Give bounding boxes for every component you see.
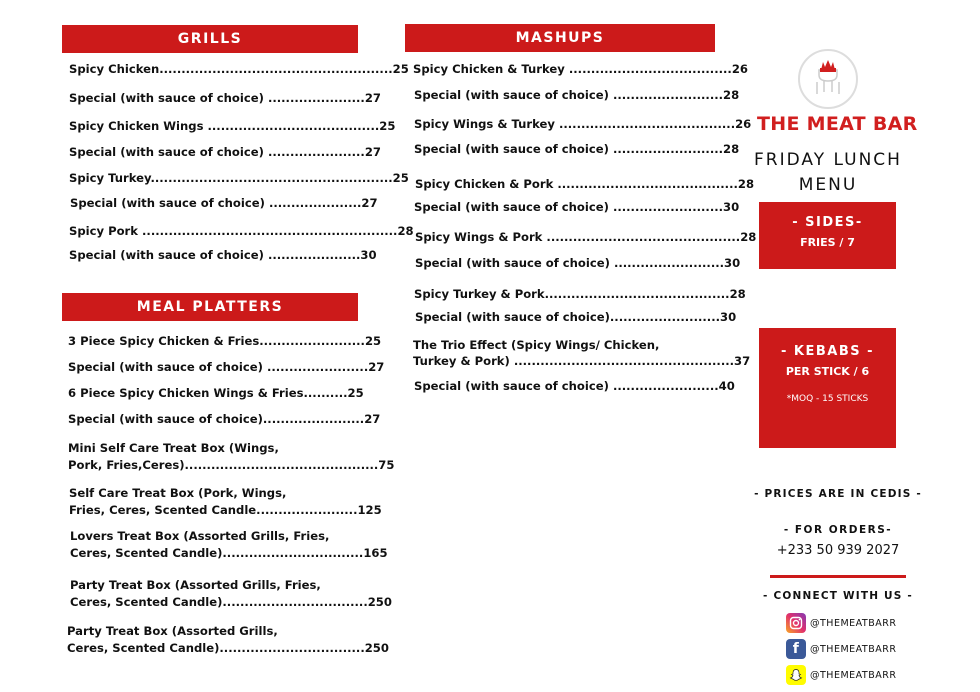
- sides-title: - SIDES-: [792, 215, 863, 230]
- social-handle: @THEMEATBARR: [810, 643, 897, 655]
- facebook-icon: f: [786, 639, 806, 659]
- platters-header: MEAL PLATTERS: [62, 293, 358, 321]
- menu-item: Special (with sauce of choice) .........................30: [415, 256, 741, 270]
- menu-item: Turkey & Pork) ..................................................37: [413, 354, 751, 368]
- kebabs-title: - KEBABS -: [780, 344, 875, 359]
- menu-item: Pork, Fries,Ceres)............................................75: [68, 458, 395, 472]
- menu-item: Spicy Turkey & Pork..........................................28: [414, 287, 746, 301]
- menu-item: Special (with sauce of choice) .........................30: [414, 200, 740, 214]
- menu-item: Special (with sauce of choice) ......................27: [69, 91, 381, 105]
- menu-item: Ceres, Scented Candle).................................250: [67, 641, 389, 655]
- prices-note: - PRICES ARE IN CEDIS -: [754, 488, 922, 500]
- kebabs-line: PER STICK / 6: [785, 365, 870, 378]
- menu-item: Spicy Wings & Turkey ........................................26: [414, 117, 752, 131]
- social-instagram[interactable]: [786, 613, 896, 633]
- menu-item: Spicy Turkey.......................................................25: [69, 171, 409, 185]
- menu-item: Special (with sauce of choice) .......................27: [68, 360, 385, 374]
- orders-label: - FOR ORDERS-: [783, 524, 893, 536]
- brand-name: THE MEAT BAR: [757, 113, 918, 135]
- menu-item: Spicy Chicken.....................................................25: [69, 62, 409, 76]
- menu-item: Special (with sauce of choice) .....................27: [70, 196, 378, 210]
- grills-header: GRILLS: [62, 25, 358, 53]
- menu-item: 6 Piece Spicy Chicken Wings & Fries..........25: [68, 386, 364, 400]
- menu-item: Lovers Treat Box (Assorted Grills, Fries,: [70, 529, 330, 543]
- sides-box: [759, 202, 896, 269]
- menu-item: Ceres, Scented Candle)................................165: [70, 546, 388, 560]
- menu-item: Special (with sauce of choice) .........................28: [414, 88, 740, 102]
- social-handle: @THEMEATBARR: [810, 669, 897, 681]
- menu-item: Special (with sauce of choice).......................27: [68, 412, 381, 426]
- social-handle: @THEMEATBARR: [810, 617, 897, 629]
- menu-title-line2: MENU: [798, 175, 858, 195]
- menu-item: Spicy Chicken Wings .......................................25: [69, 119, 396, 133]
- sides-line: FRIES / 7: [800, 236, 855, 249]
- menu-item: Self Care Treat Box (Pork, Wings,: [69, 486, 287, 500]
- menu-item: Special (with sauce of choice) .....................30: [69, 248, 377, 262]
- phone-number[interactable]: +233 50 939 2027: [776, 543, 900, 558]
- menu-item: Special (with sauce of choice).........................30: [415, 310, 737, 324]
- menu-item: Spicy Pork ..........................................................28: [69, 224, 414, 238]
- instagram-icon: [786, 613, 806, 633]
- menu-item: Special (with sauce of choice) ......................27: [69, 145, 381, 159]
- menu-item: Spicy Chicken & Pork .........................................28: [415, 177, 755, 191]
- menu-item: Fries, Ceres, Scented Candle.......................125: [69, 503, 382, 517]
- menu-item: Spicy Chicken & Turkey .....................................26: [413, 62, 748, 76]
- menu-item: Special (with sauce of choice) .........................28: [414, 142, 740, 156]
- menu-item: The Trio Effect (Spicy Wings/ Chicken,: [413, 338, 660, 352]
- kebabs-box: [759, 328, 896, 448]
- menu-item: Party Treat Box (Assorted Grills, Fries,: [70, 578, 321, 592]
- logo-icon: [797, 48, 859, 110]
- mashups-header: MASHUPS: [405, 24, 715, 52]
- menu-item: Mini Self Care Treat Box (Wings,: [68, 441, 279, 455]
- snapchat-icon: [786, 665, 806, 685]
- social-snapchat[interactable]: [786, 665, 896, 685]
- menu-item: Party Treat Box (Assorted Grills,: [67, 624, 278, 638]
- menu-item: Special (with sauce of choice) ........................40: [414, 379, 735, 393]
- kebabs-note: *MOQ - 15 STICKS: [786, 394, 869, 404]
- menu-title-line1: FRIDAY LUNCH: [754, 150, 902, 170]
- menu-item: Ceres, Scented Candle).................................250: [70, 595, 392, 609]
- menu-title: [740, 148, 916, 198]
- social-facebook[interactable]: [786, 639, 896, 659]
- connect-label: - CONNECT WITH US -: [763, 590, 913, 602]
- divider: [770, 575, 906, 578]
- menu-item: Spicy Wings & Pork ............................................28: [415, 230, 757, 244]
- menu-item: 3 Piece Spicy Chicken & Fries........................25: [68, 334, 382, 348]
